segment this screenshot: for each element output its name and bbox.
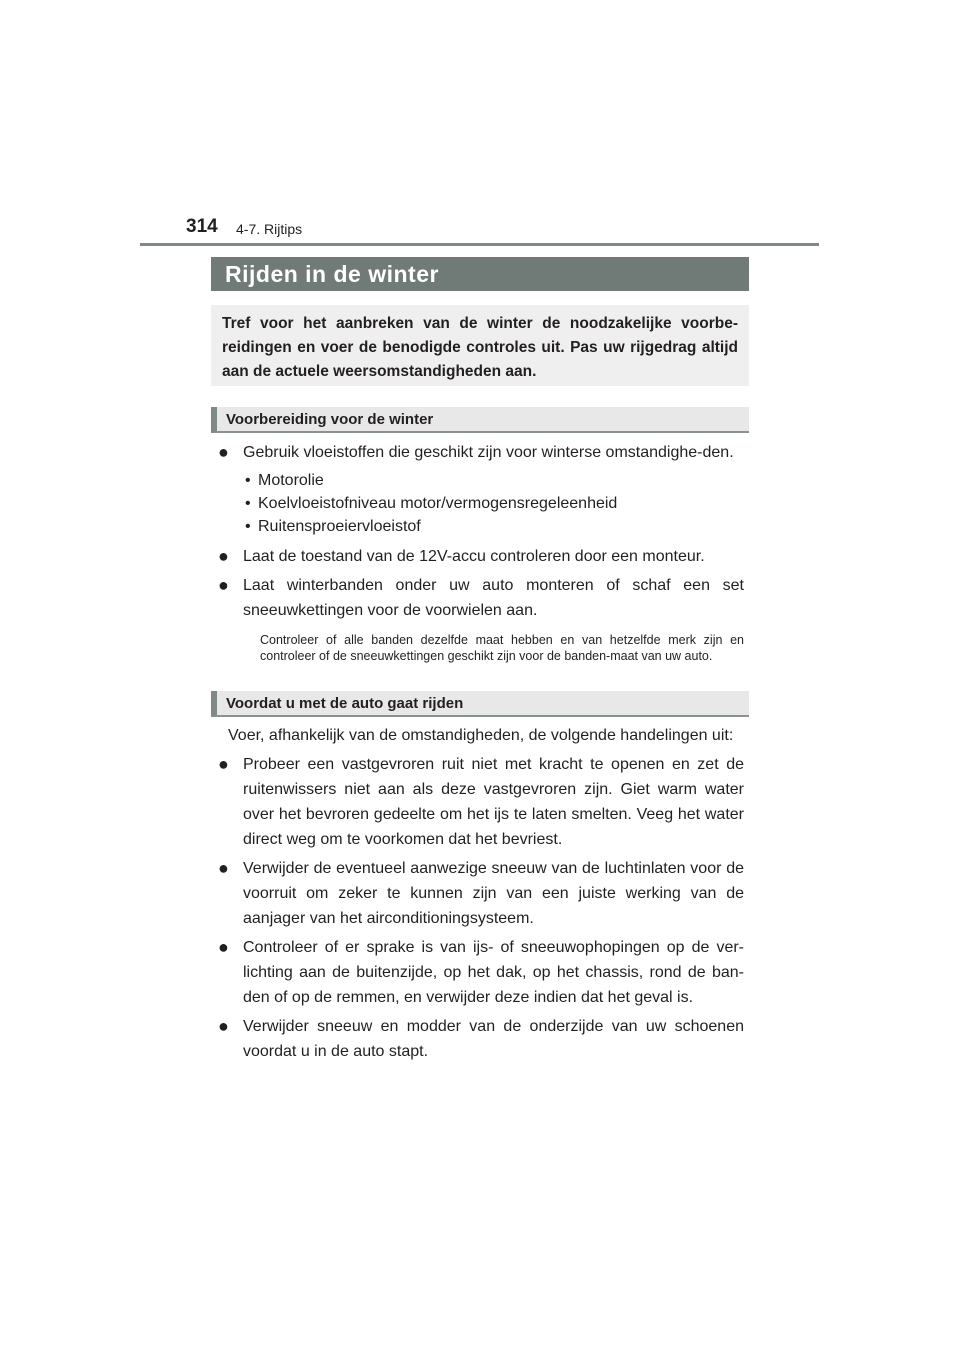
bullet-icon: ● — [218, 858, 229, 878]
sub-item-text: Ruitensproeiervloeistof — [258, 518, 421, 535]
bullet-icon: ● — [218, 575, 229, 595]
intro-box — [211, 305, 749, 386]
list-item — [218, 1014, 744, 1064]
list-item — [218, 573, 744, 623]
list-item-text: Verwijder sneeuw en modder van de onderzijde van uw schoenen voordat u in de auto stapt. — [243, 1018, 744, 1060]
list-item-text: Laat winterbanden onder uw auto monteren of schaf een set sneeuwkettingen voor de voorwielen aan. — [243, 577, 744, 619]
list-item-text: Gebruik vloeistoffen die geschikt zijn voor winterse omstandighe-den. — [243, 444, 734, 461]
list-item — [218, 935, 744, 1010]
sub-bullet-icon: • — [245, 472, 251, 489]
section-heading-preparation: Voorbereiding voor de winter — [211, 407, 749, 433]
bullet-icon: ● — [218, 754, 229, 774]
list-item-text: Controleer of er sprake is van ijs- of sneeuwophopingen op de ver-lichting aan de buitenzijde, op het dak, op het chassis, rond de ban-den of op de remmen, en verwijder deze indien dat het geval is. — [243, 939, 744, 1006]
sub-list-item — [218, 469, 744, 492]
page-number: 314 — [186, 216, 218, 237]
list-item-text: Verwijder de eventueel aanwezige sneeuw van de luchtinlaten voor de voorruit om zeker te kunnen zijn van een juiste werking van de aanjager van het airconditioningsysteem. — [243, 860, 744, 927]
sub-bullet-icon: • — [245, 518, 251, 535]
preparation-list — [218, 440, 744, 664]
bullet-icon: ● — [218, 937, 229, 957]
page-title: Rijden in de winter — [211, 257, 749, 291]
sub-item-text: Koelvloeistofniveau motor/vermogensregeleenheid — [258, 495, 618, 512]
list-item — [218, 440, 744, 465]
tire-note: Controleer of alle banden dezelfde maat hebben en van hetzelfde merk zijn en controleer of de sneeuwkettingen geschikt zijn voor de banden-maat van uw auto. — [260, 633, 744, 663]
section-heading-before-driving: Voordat u met de auto gaat rijden — [211, 691, 749, 717]
intro-text: Tref voor het aanbreken van de winter de noodzakelijke voorbe-reidingen en voer de benodigde controles uit. Pas uw rijgedrag altijd aan de actuele weersomstandigheden aan. — [222, 315, 738, 380]
lead-text: Voer, afhankelijk van de omstandigheden, de volgende handelingen uit: — [228, 727, 734, 744]
before-driving-list — [218, 723, 744, 1068]
list-item — [218, 752, 744, 852]
list-item — [218, 544, 744, 569]
bullet-icon: ● — [218, 1016, 229, 1036]
sub-item-text: Motorolie — [258, 472, 324, 489]
sub-bullet-icon: • — [245, 495, 251, 512]
bullet-icon: ● — [218, 546, 229, 566]
sub-list-item — [218, 515, 744, 538]
header-divider — [140, 243, 819, 246]
breadcrumb: 4-7. Rijtips — [236, 221, 303, 237]
list-item-text: Laat de toestand van de 12V-accu controleren door een monteur. — [243, 548, 705, 565]
bullet-icon: ● — [218, 442, 229, 462]
list-item-text: Probeer een vastgevroren ruit niet met kracht te openen en zet de ruitenwissers niet aan als deze vastgevroren zijn. Giet warm water over het bevroren gedeelte om het ijs te laten smelten. Veeg het water direct weg om te voorkomen dat het bevriest. — [243, 756, 744, 848]
sub-list-item — [218, 492, 744, 515]
list-item — [218, 856, 744, 931]
